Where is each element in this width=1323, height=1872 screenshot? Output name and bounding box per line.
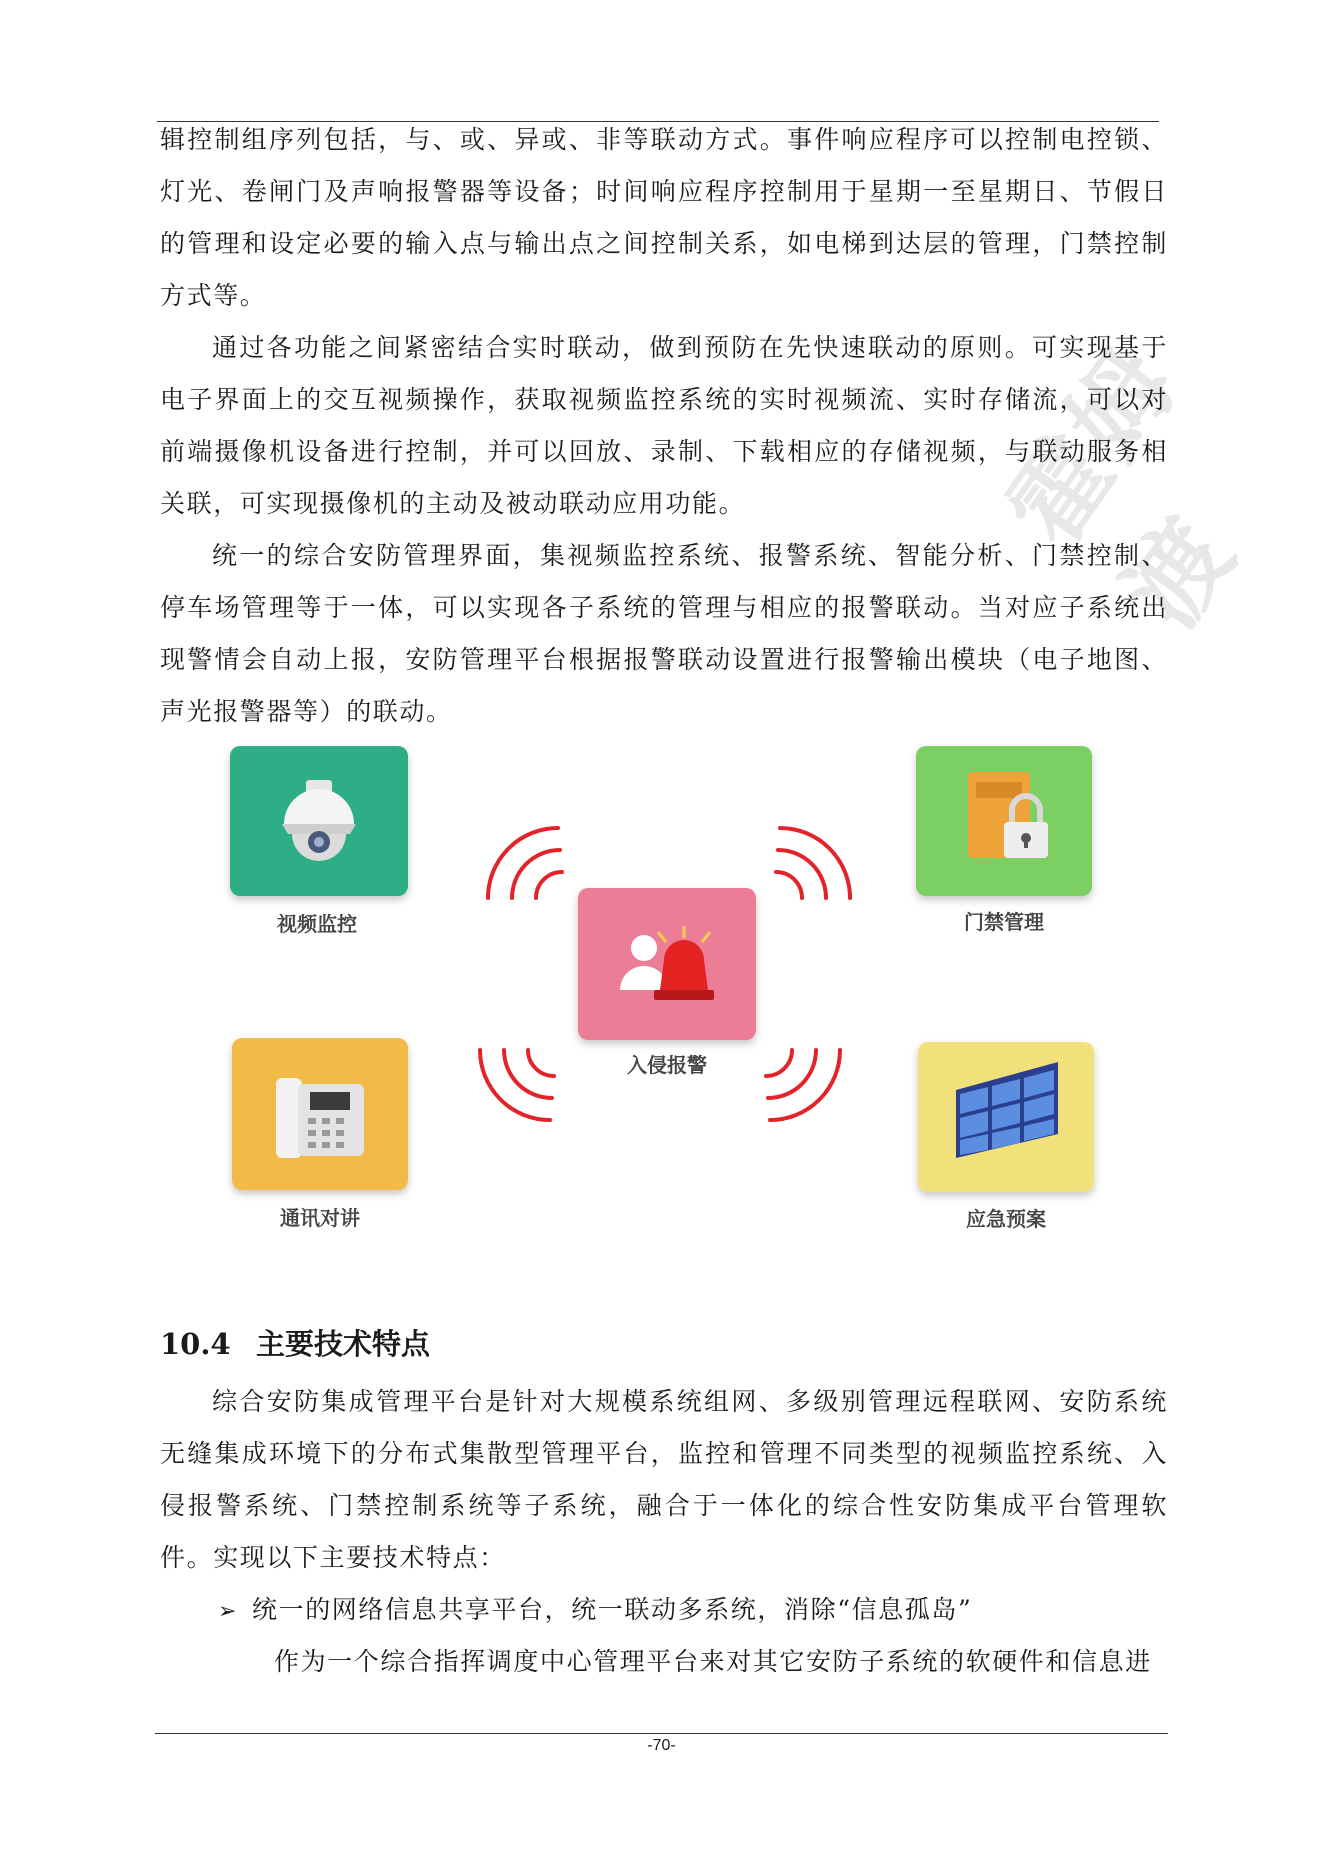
desk-phone-icon xyxy=(276,1078,364,1158)
tile-intercom xyxy=(232,1038,408,1230)
paragraph-continuation: 辑控制组序列包括，与、或、异或、非等联动方式。事件响应程序可以控制电控锁、灯光、卷闸门及声响报警器等设备；时间响应程序控制用于星期一至星期日、节假日的管理和设定必要的输入点与输出点之间控制关系，如电梯到达层的管理，门禁控制方式等。 xyxy=(160,125,1168,310)
paragraph-linkage: 通过各功能之间紧密结合实时联动，做到预防在先快速联动的原则。可实现基于电子界面上的交互视频操作，获取视频监控系统的实时视频流、实时存储流，可以对前端摄像机设备进行控制，并可以回放、录制、下载相应的存储视频，与联动服务相关联，可实现摄像机的主动及被动联动应用功能。 xyxy=(160,333,1168,518)
label-emergency-plan: 应急预案 xyxy=(966,1207,1046,1231)
label-intrusion-alarm: 入侵报警 xyxy=(627,1053,707,1077)
body-text-2 xyxy=(160,322,1168,530)
section-body xyxy=(160,1376,1168,1584)
label-intercom: 通讯对讲 xyxy=(280,1206,360,1230)
signal-waves-top-right xyxy=(776,828,850,898)
label-video-surveillance: 视频监控 xyxy=(277,912,357,936)
tile-intrusion-alarm xyxy=(578,888,756,1077)
signal-waves-bottom-right xyxy=(766,1050,840,1120)
trailing-line: 作为一个综合指挥调度中心管理平台来对其它安防子系统的软硬件和信息进 xyxy=(274,1647,1152,1676)
signal-waves-top-left xyxy=(488,828,562,898)
watermark: 霍姆渡 xyxy=(984,324,1260,648)
section-number: 10.4 xyxy=(160,1327,231,1361)
bullet-item xyxy=(218,1584,972,1638)
paragraph-unified-interface: 统一的综合安防管理界面，集视频监控系统、报警系统、智能分析、门禁控制、停车场管理等于一体，可以实现各子系统的管理与相应的报警联动。当对应子系统出现警情会自动上报，安防管理平台根据报警联动设置进行报警输出模块（电子地图、声光报警器等）的联动。 xyxy=(160,541,1168,726)
section-heading xyxy=(160,1318,430,1370)
tile-access-control xyxy=(916,746,1092,934)
body-text-3 xyxy=(160,530,1168,738)
bullet-text: 统一的网络信息共享平台，统一联动多系统，消除“信息孤岛” xyxy=(252,1595,973,1624)
security-linkage-diagram xyxy=(220,738,1120,1238)
label-access-control: 门禁管理 xyxy=(964,910,1044,934)
section-title: 主要技术特点 xyxy=(256,1327,431,1361)
bullet-arrow-icon: ➢ xyxy=(218,1599,239,1624)
footer-rule xyxy=(155,1733,1168,1734)
tile-emergency-plan xyxy=(918,1042,1094,1231)
signal-waves-bottom-left xyxy=(480,1050,554,1120)
tile-video-surveillance xyxy=(230,746,408,936)
body-text xyxy=(160,114,1168,322)
page-number: -70- xyxy=(647,1737,676,1754)
paragraph-platform-overview: 综合安防集成管理平台是针对大规模系统组网、多级别管理远程联网、安防系统无缝集成环境下的分布式集散型管理平台，监控和管理不同类型的视频监控系统、入侵报警系统、门禁控制系统等子系统，融合于一体化的综合性安防集成平台管理软件。实现以下主要技术特点： xyxy=(160,1387,1168,1572)
